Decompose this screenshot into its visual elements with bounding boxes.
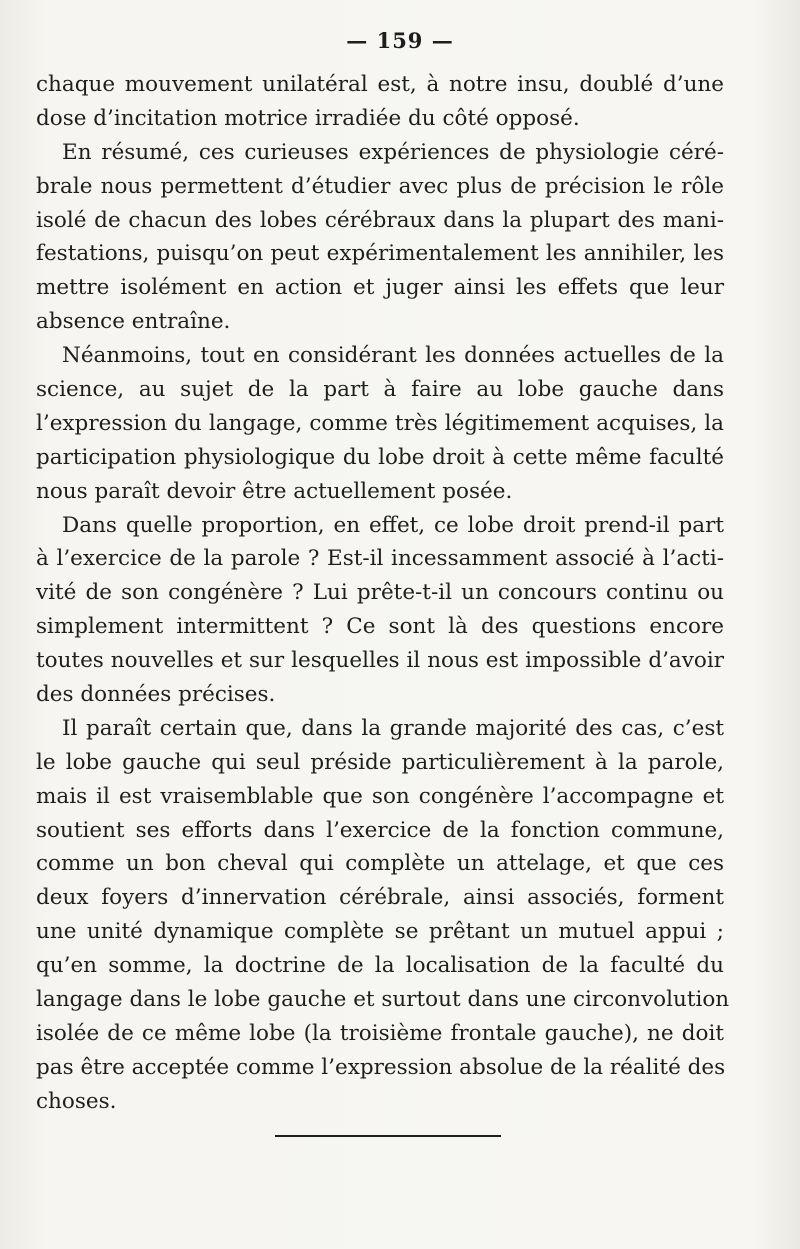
text-line: mettre isolément en action et juger ainsi les effets que leur xyxy=(36,275,724,301)
text-line: isolée de ce même lobe (la troisième frontale gauche), ne doit xyxy=(36,1020,724,1046)
text-line: brale nous permettent d’étudier avec plus de précision le rôle xyxy=(36,173,724,199)
text-line: mais il est vraisemblable que son congénère l’accompagne et xyxy=(36,783,724,809)
text-line: soutient ses efforts dans l’exercice de la fonction commune, xyxy=(36,817,724,843)
text-line: vité de son congénère ? Lui prête-t-il un concours continu ou xyxy=(36,580,724,606)
text-line: l’expression du langage, comme très légitimement acquises, la xyxy=(36,410,724,436)
text-line: comme un bon cheval qui complète un attelage, et que ces xyxy=(36,851,724,877)
text-line: des données précises. xyxy=(36,682,276,708)
text-line: Néanmoins, tout en considérant les données actuelles de la xyxy=(62,343,724,369)
text-line: science, au sujet de la part à faire au lobe gauche dans xyxy=(36,377,724,403)
text-line: chaque mouvement unilatéral est, à notre insu, doublé d’une xyxy=(36,72,724,97)
text-line: deux foyers d’innervation cérébrale, ainsi associés, forment xyxy=(36,885,724,911)
text-line: participation physiologique du lobe droit à cette même faculté xyxy=(36,444,724,470)
text-line: nous paraît devoir être actuellement posée. xyxy=(36,478,513,504)
paragraph-4 xyxy=(36,509,724,712)
paragraph-2 xyxy=(36,136,724,339)
text-line: langage dans le lobe gauche et surtout dans une circonvolution xyxy=(36,987,730,1013)
text-line: choses. xyxy=(36,1088,117,1114)
text-line: qu’en somme, la doctrine de la localisation de la faculté du xyxy=(36,953,724,979)
text-line: toutes nouvelles et sur lesquelles il nous est impossible d’avoir xyxy=(36,648,724,674)
text-line: isolé de chacun des lobes cérébraux dans la plupart des mani- xyxy=(36,207,724,233)
text-line: festations, puisqu’on peut expérimentalement les annihiler, les xyxy=(36,241,724,267)
text-line: En résumé, ces curieuses expériences de physiologie céré- xyxy=(62,139,724,165)
text-line: dose d’incitation motrice irradiée du côté opposé. xyxy=(36,105,580,131)
text-line: le lobe gauche qui seul préside particulièrement à la parole, xyxy=(36,749,724,775)
text-line: pas être acceptée comme l’expression absolue de la réalité des xyxy=(36,1054,726,1080)
text-line: Dans quelle proportion, en effet, ce lobe droit prend-il part xyxy=(62,512,724,538)
body-text xyxy=(36,68,730,1119)
paragraph-5 xyxy=(36,712,730,1119)
text-line: absence entraîne. xyxy=(36,309,231,335)
text-line: simplement intermittent ? Ce sont là des questions encore xyxy=(36,614,724,640)
text-line: une unité dynamique complète se prêtant un mutuel appui ; xyxy=(36,919,724,945)
text-line: Il paraît certain que, dans la grande majorité des cas, c’est xyxy=(62,715,724,741)
page-number: — 159 — xyxy=(346,28,454,53)
paragraph-1 xyxy=(36,68,724,136)
paragraph-3 xyxy=(36,339,724,508)
section-divider xyxy=(275,1135,501,1137)
text-line: à l’exercice de la parole ? Est-il incessamment associé à l’acti- xyxy=(36,546,724,572)
